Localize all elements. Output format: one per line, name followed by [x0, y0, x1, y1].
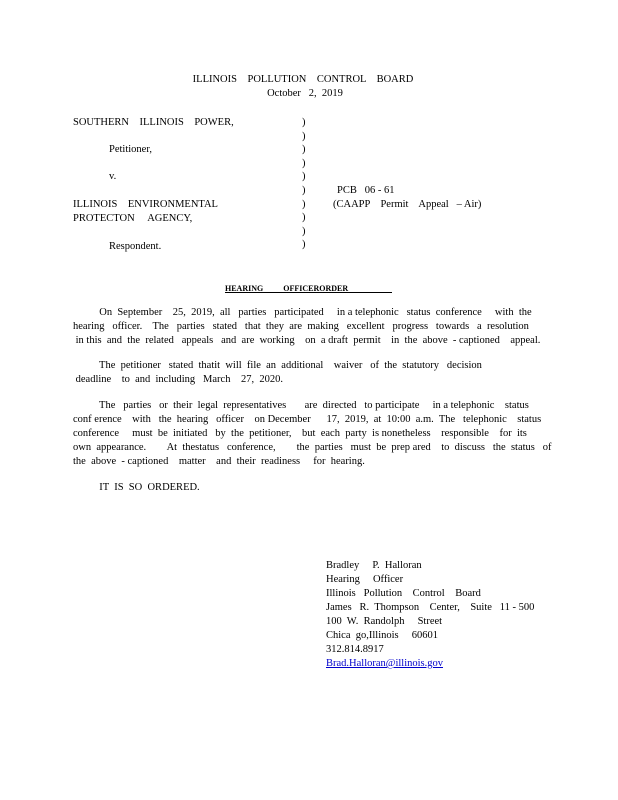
paren: ): [302, 157, 306, 169]
paragraph-line: The parties or their legal representatives are directed to participate in a telephonic status: [73, 400, 529, 411]
case-type: (CAAPP Permit Appeal – Air): [333, 199, 482, 210]
respondent-role: Respondent.: [109, 241, 162, 252]
signer-title: Hearing Officer: [326, 574, 404, 585]
signer-address2: 100 W. Randolph Street: [326, 616, 443, 627]
versus-label: v.: [109, 171, 117, 182]
paragraph-line: own appearance. At thestatus conference, the parties must be prep ared to discuss the status of: [73, 442, 552, 453]
paren: ): [302, 212, 306, 224]
paren: ): [302, 144, 306, 156]
paren: ): [302, 239, 306, 251]
signer-org: Illinois Pollution Control Board: [326, 588, 481, 599]
petitioner-name: SOUTHERN ILLINOIS POWER,: [73, 117, 234, 128]
respondent-name-line2: PROTECTON AGENCY,: [73, 213, 193, 224]
paragraph-line: conference must be initiated by the petitioner, but each party is nonetheless responsible for its: [73, 428, 527, 439]
paren: ): [302, 130, 306, 142]
paragraph-line: The petitioner stated thatit will file an additional waiver of the statutory decision: [73, 360, 482, 371]
paren: ): [302, 117, 306, 128]
paren: ): [302, 171, 306, 183]
paragraph-line: hearing officer. The parties stated that they are making excellent progress towards a resolution: [73, 321, 529, 332]
caption-parens: [302, 116, 310, 252]
paragraph-2: [73, 359, 543, 387]
signer-city: Chica go,Illinois 60601: [326, 630, 438, 641]
signer-phone: 312.814.8917: [326, 644, 384, 655]
paragraph-line: conf erence with the hearing officer on December 17, 2019, at 10:00 a.m. The telephonic status: [73, 414, 542, 425]
petitioner-role: Petitioner,: [109, 144, 153, 155]
paragraph-line: On September 25, 2019, all parties participated in a telephonic status conference with the: [73, 307, 532, 318]
order-title: HEARING OFFICERORDER: [225, 284, 349, 293]
paragraph-line: the above - captioned matter and their readiness for hearing.: [73, 456, 365, 467]
signer-email-link[interactable]: Brad.Halloran@illinois.gov: [326, 658, 443, 669]
order-title-underline: [225, 292, 392, 293]
paren: ): [302, 184, 306, 196]
paragraph-1: [73, 306, 543, 348]
signer-address1: James R. Thompson Center, Suite 11 - 500: [326, 602, 535, 613]
respondent-name-line1: ILLINOIS ENVIRONMENTAL: [73, 199, 218, 210]
paragraph-3: [73, 399, 552, 469]
paragraph-line: deadline to and including March 27, 2020.: [73, 374, 283, 385]
paragraph-line: in this and the related appeals and are working on a draft permit in the above - captioned appeal.: [73, 335, 541, 346]
paren: ): [302, 225, 306, 237]
closing-statement: IT IS SO ORDERED.: [73, 482, 200, 493]
order-date: October 2, 2019: [267, 88, 343, 99]
board-name: ILLINOIS POLLUTION CONTROL BOARD: [192, 74, 414, 85]
signer-name: Bradley P. Halloran: [326, 560, 422, 571]
case-number: PCB 06 - 61: [337, 185, 395, 196]
paren: ): [302, 198, 306, 210]
